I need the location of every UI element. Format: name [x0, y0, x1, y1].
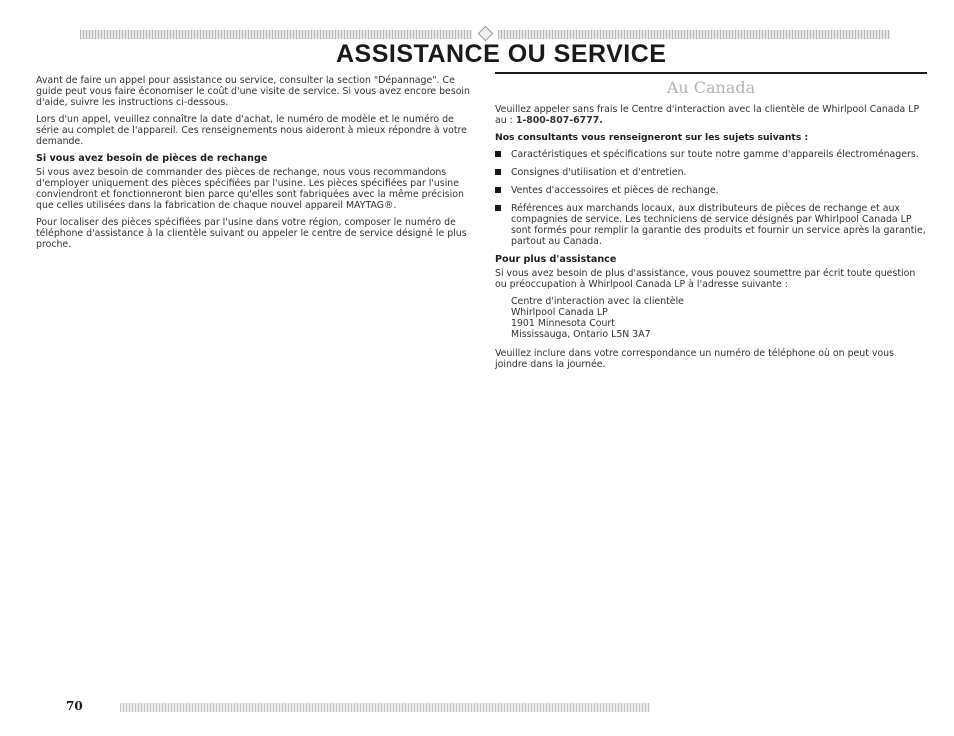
top-band-right-stripe [498, 30, 890, 39]
address-line: Mississauga, Ontario L5N 3A7 [511, 329, 651, 340]
right-column [495, 72, 927, 376]
square-bullet-icon [495, 169, 501, 175]
parts-heading: Si vous avez besoin de pièces de rechange [36, 153, 268, 164]
section-title-canada: Au Canada [666, 78, 756, 97]
address-line: 1901 Minnesota Court [511, 318, 615, 329]
left-column [36, 75, 470, 256]
page-title: ASSISTANCE OU SERVICE [336, 40, 667, 68]
list-item-text: Ventes d'accessoires et pièces de rechange. [511, 185, 719, 196]
page-number: 70 [66, 699, 83, 713]
more-assistance-paragraph: Si vous avez besoin de plus d'assistance, vous pouvez soumettre par écrit toute question ou préoccupation à Whirlpool Canada LP à l'adresse suivante : [495, 268, 916, 290]
call-paragraph [495, 104, 927, 126]
closing-paragraph: Veuillez inclure dans votre correspondance un numéro de téléphone où on peut vous joindre dans la journée. [495, 348, 895, 370]
list-item-text: Références aux marchands locaux, aux distributeurs de pièces de rechange et aux compagnies de service. Les techniciens de service désignés par Whirlpool Canada LP sont formés pour remplir la garantie des produits et fournir un service après la garantie, partout au Canada. [511, 203, 926, 247]
list-item [495, 203, 927, 247]
square-bullet-icon [495, 187, 501, 193]
square-bullet-icon [495, 151, 501, 157]
list-item [495, 149, 927, 160]
bottom-decorative-band [120, 703, 650, 712]
topics-list [495, 149, 927, 247]
mailing-address [511, 296, 927, 340]
call-info-paragraph: Lors d'un appel, veuillez connaître la date d'achat, le numéro de modèle et le numéro de série au complet de l'appareil. Ces renseignements nous aideront à mieux répondre à votre demande. [36, 114, 467, 147]
top-decorative-band [80, 30, 890, 39]
list-item-text: Caractéristiques et spécifications sur toute notre gamme d'appareils électroménagers. [511, 149, 919, 160]
top-band-left-stripe [80, 30, 472, 39]
diamond-icon [478, 26, 494, 42]
more-assistance-heading: Pour plus d'assistance [495, 254, 617, 265]
address-line: Centre d'interaction avec la clientèle [511, 296, 684, 307]
intro-paragraph: Avant de faire un appel pour assistance ou service, consulter la section "Dépannage". Ce guide peut vous faire économiser le coût d'une visite de service. Si vous avez encore besoin d'aide, suivre les instructions ci-dessous. [36, 75, 470, 108]
list-item [495, 167, 927, 178]
parts-paragraph: Si vous avez besoin de commander des pièces de rechange, nous vous recommandons d'employer uniquement des pièces spécifiées par l'usine. Les pièces spécifiées par l'usine conviendront et fonctionneront bien parce qu'elles sont fabriquées avec la même précision que celles utilisées dans la fabrication de chaque nouvel appareil MAYTAG®. [36, 167, 464, 211]
list-item [495, 185, 927, 196]
list-item-text: Consignes d'utilisation et d'entretien. [511, 167, 687, 178]
call-text: Veuillez appeler sans frais le Centre d'interaction avec la clientèle de Whirlpool Canada LP au : [495, 104, 920, 126]
phone-number: 1-800-807-6777. [515, 115, 603, 126]
consultants-heading: Nos consultants vous renseigneront sur les sujets suivants : [495, 132, 809, 143]
square-bullet-icon [495, 205, 501, 211]
address-line: Whirlpool Canada LP [511, 307, 608, 318]
section-divider [495, 72, 927, 74]
locate-parts-paragraph: Pour localiser des pièces spécifiées par l'usine dans votre région, composer le numéro de téléphone d'assistance à la clientèle suivant ou appeler le centre de service désigné le plus proche. [36, 217, 467, 250]
